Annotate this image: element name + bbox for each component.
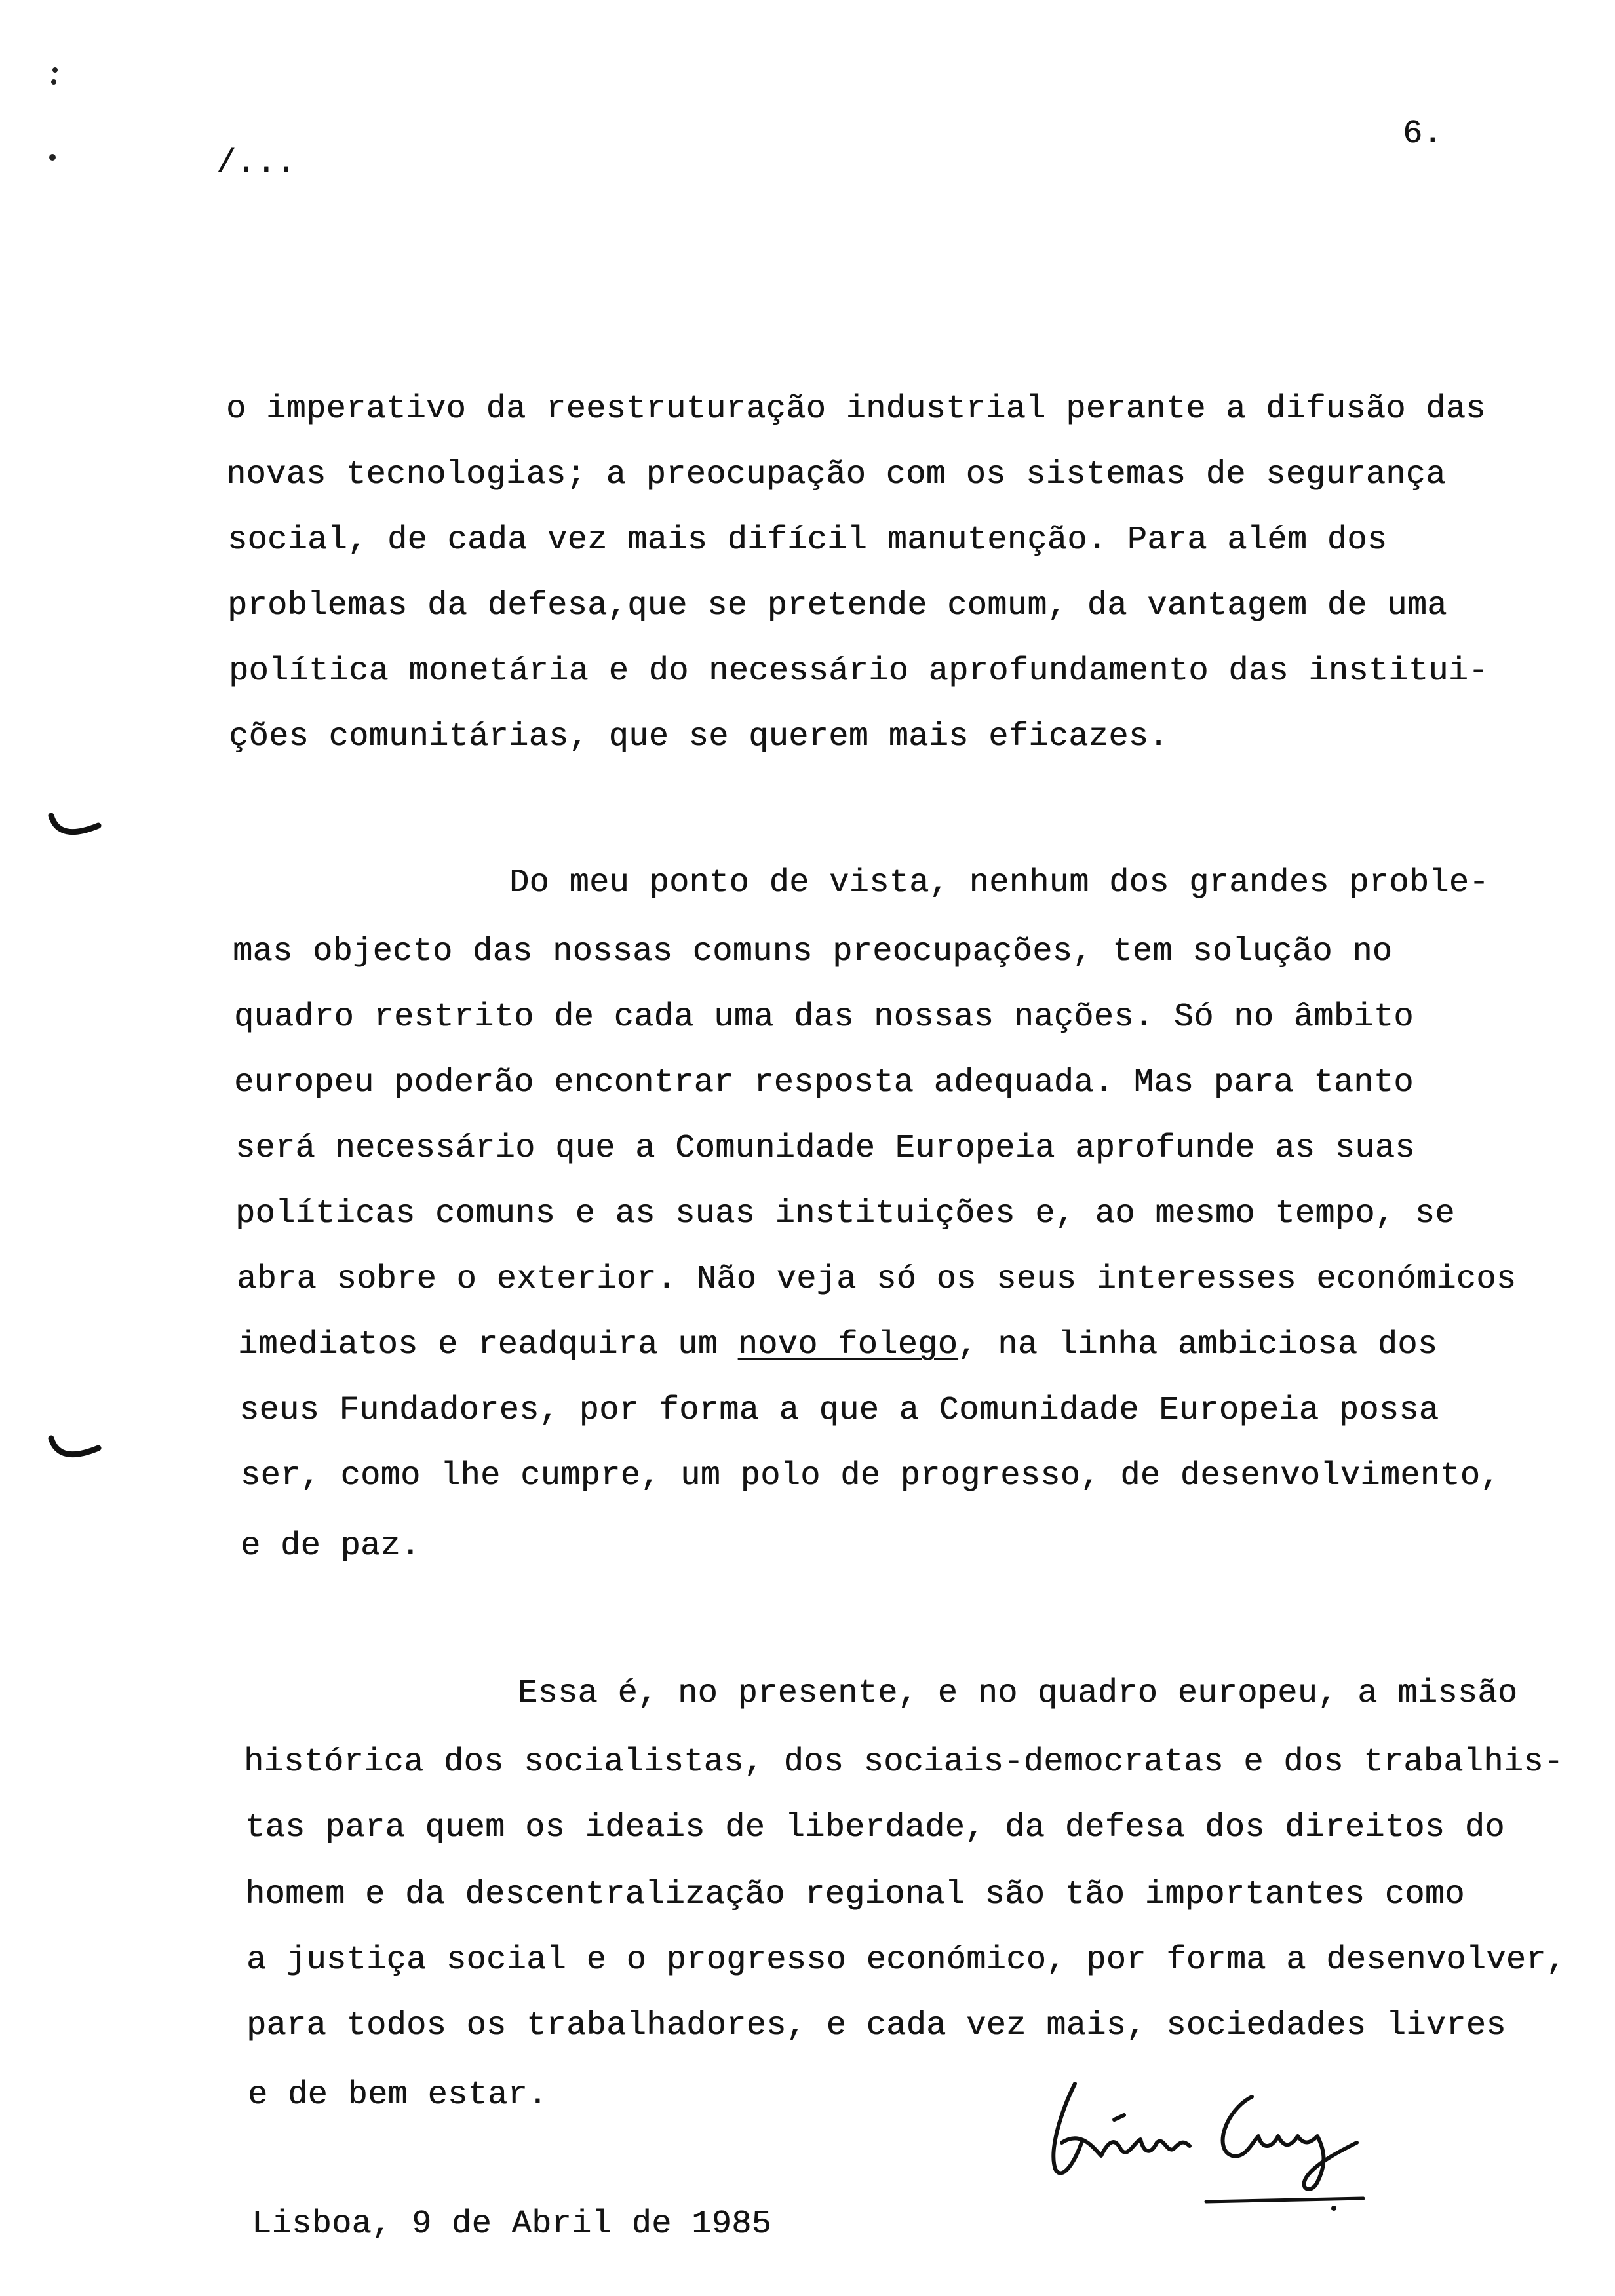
text-line: a justiça social e o progresso económico, por forma a desenvolver, [246, 1942, 1566, 1979]
text-line: e de bem estar. [248, 2076, 548, 2114]
text-line: para todos os trabalhadores, e cada vez mais, sociedades livres [246, 2007, 1506, 2044]
text-segment: , na linha ambiciosa dos [958, 1326, 1438, 1364]
text-line: abra sobre o exterior. Não veja só os seus interesses económicos [237, 1261, 1517, 1298]
text-line [238, 1326, 1437, 1365]
text-line: seus Fundadores, por forma a que a Comunidade Europeia possa [239, 1392, 1439, 1429]
place-date: Lisboa, 9 de Abril de 1985 [252, 2206, 772, 2243]
text-line: quadro restrito de cada uma das nossas nações. Só no âmbito [234, 999, 1414, 1036]
text-line: homem e da descentralização regional são tão importantes como [245, 1876, 1465, 1913]
text-line: Do meu ponto de vista, nenhum dos grandes proble- [509, 864, 1489, 902]
punch-hole-mark [46, 1428, 105, 1474]
text-line: o imperativo da reestruturação industrial perante a difusão das [226, 391, 1486, 428]
text-line: políticas comuns e as suas instituições e, ao mesmo tempo, se [235, 1195, 1455, 1233]
continuation-mark: /... [216, 145, 297, 182]
text-segment: imediatos e readquira um [238, 1326, 738, 1364]
text-line: novas tecnologias; a preocupação com os sistemas de segurança [226, 456, 1446, 493]
text-line: ser, como lhe cumpre, um polo de progresso, de desenvolvimento, [241, 1457, 1500, 1495]
text-line: social, de cada vez mais difícil manutenção. Para além dos [227, 522, 1388, 559]
text-line: e de paz. [241, 1527, 421, 1565]
binder-dots-mark [46, 62, 66, 174]
punch-hole-mark [46, 806, 105, 852]
underlined-phrase: novo folego [737, 1326, 958, 1364]
text-line: mas objecto das nossas comuns preocupações, tem solução no [233, 933, 1393, 970]
text-line: problemas da defesa,que se pretende comum, da vantagem de uma [227, 587, 1447, 624]
text-line: ções comunitárias, que se querem mais eficazes. [229, 718, 1169, 756]
signature [1036, 2071, 1376, 2215]
text-line: tas para quem os ideais de liberdade, da defesa dos direitos do [245, 1809, 1505, 1846]
text-line: será necessário que a Comunidade Europeia aprofunde as suas [235, 1130, 1415, 1167]
text-line: política monetária e do necessário aprofundamento das institui- [229, 653, 1489, 690]
text-line: histórica dos socialistas, dos sociais-democratas e dos trabalhis- [244, 1744, 1564, 1781]
text-line: Essa é, no presente, e no quadro europeu, a missão [518, 1675, 1518, 1712]
page-number: 6. [1403, 115, 1443, 153]
text-line: europeu poderão encontrar resposta adequada. Mas para tanto [234, 1064, 1414, 1101]
